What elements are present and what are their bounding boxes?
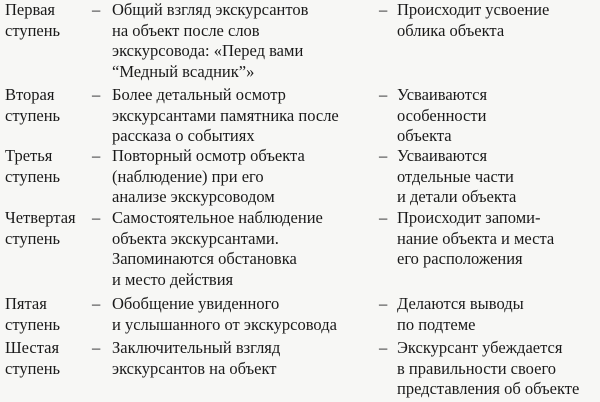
description-line: Обобщение увиденного xyxy=(112,294,280,313)
result-line: его расположения xyxy=(397,249,523,268)
description-line: Запоминаются обстановка xyxy=(112,249,297,268)
stage-label xyxy=(5,146,90,187)
stage-description xyxy=(112,85,377,147)
dash-separator: – xyxy=(92,294,101,313)
description-line: Повторный осмотр объекта xyxy=(112,146,305,165)
description-line: экскурсантов на объект xyxy=(112,358,277,378)
description-line: рассказа о событиях xyxy=(112,126,255,145)
description-line: экскурсантами памятника после xyxy=(112,105,339,125)
stage-label-line: ступень xyxy=(5,105,61,125)
dash-separator: – xyxy=(379,85,388,104)
dash-separator: – xyxy=(92,146,101,165)
description-line: (наблюдение) при его xyxy=(112,166,264,186)
dash-separator: – xyxy=(92,85,101,104)
stage-description xyxy=(112,338,377,379)
result-line: особенности xyxy=(397,105,487,125)
description-line: “Медный всадник”» xyxy=(112,61,255,81)
description-line: объекта экскурсантами. xyxy=(112,228,279,248)
result-line: и детали объекта xyxy=(397,187,517,206)
stage-label-line: Четвертая xyxy=(5,208,76,227)
result-line: Усваиваются xyxy=(397,146,488,165)
stage-label-line: Первая xyxy=(5,0,55,19)
result-line: Происходит усвоение xyxy=(397,0,550,19)
result-line: Экскурсант убеждается xyxy=(397,338,563,357)
dash-separator: – xyxy=(379,294,388,313)
description-line: Самостоятельное наблюдение xyxy=(112,208,323,227)
stage-result xyxy=(397,294,600,335)
stage-description xyxy=(112,208,377,290)
stage-label-line: ступень xyxy=(5,314,61,334)
stage-result xyxy=(397,208,600,270)
stage-description xyxy=(112,294,377,335)
dash-separator: – xyxy=(92,208,101,227)
result-line: отдельные части xyxy=(397,166,514,186)
result-line: Усваиваются xyxy=(397,85,488,104)
description-line: экскурсовода: «Перед вами xyxy=(112,41,304,60)
stage-description xyxy=(112,0,377,82)
description-line: Более детальный осмотр xyxy=(112,85,286,104)
dash-separator: – xyxy=(379,0,388,19)
result-line: объекта xyxy=(397,126,452,145)
stage-result xyxy=(397,0,600,41)
stage-label xyxy=(5,0,90,41)
stage-label xyxy=(5,85,90,126)
result-line: по подтеме xyxy=(397,314,476,334)
dash-separator: – xyxy=(379,146,388,165)
dash-separator: – xyxy=(92,0,101,19)
description-line: анализе экскурсоводом xyxy=(112,187,275,206)
stage-label-line: Пятая xyxy=(5,294,47,313)
result-line: облика объекта xyxy=(397,20,505,40)
description-line: Заключительный взгляд xyxy=(112,338,281,357)
stage-label-line: ступень xyxy=(5,166,61,186)
stage-label xyxy=(5,208,90,249)
result-line: представления об объекте xyxy=(397,379,580,398)
stage-label-line: Шестая xyxy=(5,338,60,357)
stage-label-line: Третья xyxy=(5,146,53,165)
stage-result xyxy=(397,85,600,147)
description-line: Общий взгляд экскурсантов xyxy=(112,0,309,19)
description-line: на объект после слов xyxy=(112,20,260,40)
dash-separator: – xyxy=(379,208,388,227)
result-line: Происходит запоми- xyxy=(397,208,541,227)
description-line: и место действия xyxy=(112,269,234,289)
stage-result xyxy=(397,338,600,400)
stage-label xyxy=(5,338,90,379)
dash-separator: – xyxy=(92,338,101,357)
stage-label-line: ступень xyxy=(5,228,61,248)
dash-separator: – xyxy=(379,338,388,357)
result-line: нание объекта и места xyxy=(397,228,555,248)
stage-label-line: ступень xyxy=(5,358,61,378)
description-line: и услышанного от экскурсовода xyxy=(112,314,337,334)
result-line: в правильности своего xyxy=(397,358,557,378)
stage-label-line: Вторая xyxy=(5,85,55,104)
stage-description xyxy=(112,146,377,208)
stage-label xyxy=(5,294,90,335)
stage-result xyxy=(397,146,600,208)
stage-label-line: ступень xyxy=(5,20,61,40)
result-line: Делаются выводы xyxy=(397,294,524,313)
